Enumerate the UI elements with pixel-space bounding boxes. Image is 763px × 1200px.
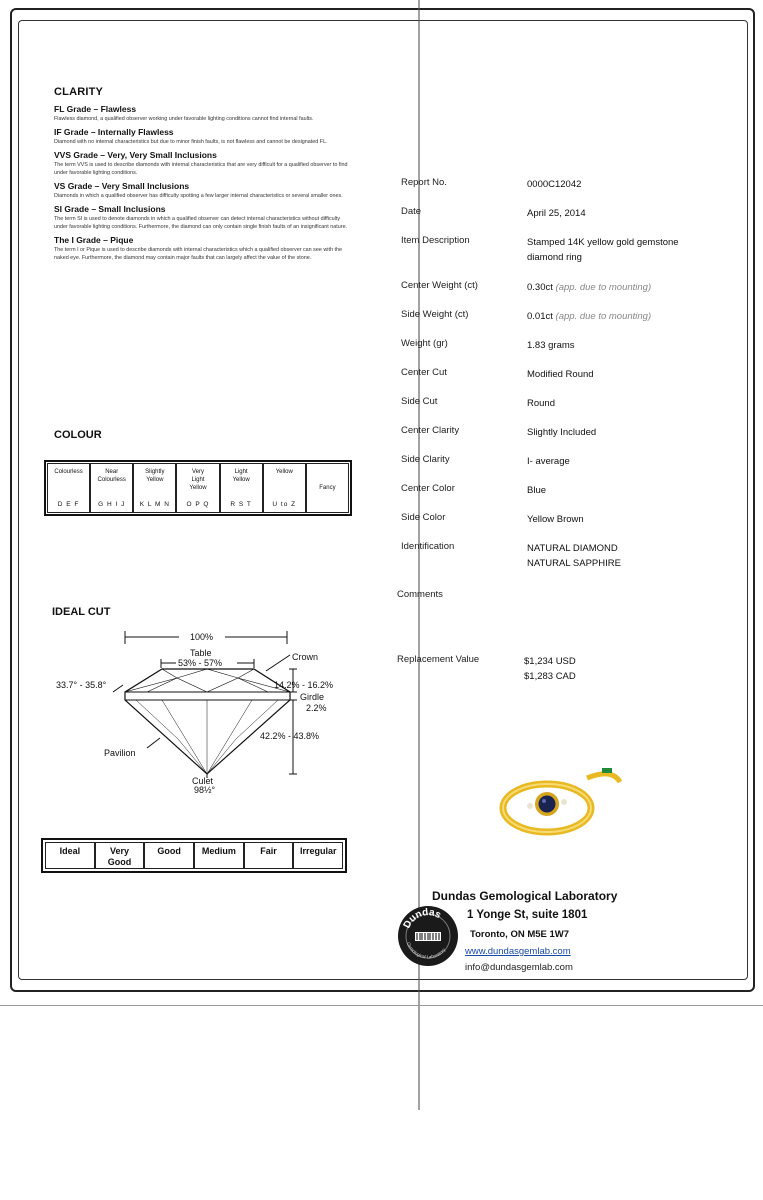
colour-cell-name: Near Colourless xyxy=(97,469,126,483)
lab-address-line1: 1 Yonge St, suite 1801 xyxy=(467,909,588,921)
cut-grade-cell: Good xyxy=(144,842,194,869)
colour-cell-letters: D E F xyxy=(57,501,80,508)
seal-text: Dundas xyxy=(401,907,443,931)
cut-grade-cell: Fair xyxy=(244,842,294,869)
sapphire-stone xyxy=(539,796,556,813)
report-key: Side Cut xyxy=(401,396,438,407)
colour-cell-name: Light Yellow xyxy=(232,469,250,483)
colour-cell xyxy=(90,463,133,513)
report-value-text: $1,283 CAD xyxy=(524,671,576,682)
report-value-text: Round xyxy=(527,398,555,409)
clarity-grade-desc: The term VVS is used to describe diamonds with internal characteristics that are very difficult for a qualified observer to find under favorable lighting conditions. xyxy=(54,162,348,176)
colour-cell xyxy=(263,463,306,513)
report-value xyxy=(524,654,724,684)
lab-name: Dundas Gemological Laboratory xyxy=(432,889,618,903)
report-key: Center Weight (ct) xyxy=(401,280,478,291)
report-value-note: (app. due to mounting) xyxy=(555,282,652,293)
clarity-grade-desc: Diamonds in which a qualified observer has difficulty spotting a few larger internal characteristics or several smaller ones. xyxy=(54,193,343,199)
colour-cell-letters: R S T xyxy=(230,501,252,508)
report-key: Side Clarity xyxy=(401,454,450,465)
clarity-grade-desc: Diamond with no internal characteristics but due to minor finish faults, is not flawless and cannot be designated FL. xyxy=(54,139,328,145)
colour-cell-name: Yellow xyxy=(275,469,293,475)
report-value-text: April 25, 2014 xyxy=(527,208,586,219)
report-value-text: Yellow Brown xyxy=(527,514,584,525)
report-key: Side Color xyxy=(401,512,446,523)
report-key: Replacement Value xyxy=(397,654,480,665)
report-key: Identification xyxy=(401,541,455,552)
girdle-label: Girdle xyxy=(300,692,325,702)
report-key: Weight (gr) xyxy=(401,338,448,349)
colour-cell xyxy=(133,463,176,513)
report-key: Side Weight (ct) xyxy=(401,309,469,320)
girdle-value: 2.2% xyxy=(306,703,327,713)
clarity-grade-name: IF Grade – Internally Flawless xyxy=(54,127,174,137)
colour-cell-name: Colourless xyxy=(54,469,83,475)
lab-website-link[interactable]: www.dundasgemlab.com xyxy=(465,946,571,957)
colour-cell-name: Very Light Yellow xyxy=(189,469,207,491)
report-value-text: Modified Round xyxy=(527,369,594,380)
crown-height-label: 14.2% - 16.2% xyxy=(274,680,334,690)
report-value-text: Slightly Included xyxy=(527,427,597,438)
page-bottom-rule xyxy=(0,1005,763,1006)
clarity-grade-name: SI Grade – Small Inclusions xyxy=(54,204,166,214)
report-value-text: NATURAL SAPPHIRE xyxy=(527,558,621,569)
colour-cell-letters: U to Z xyxy=(272,501,297,508)
colour-cell xyxy=(220,463,263,513)
report-value xyxy=(527,280,727,295)
colour-cell-name: Fancy xyxy=(319,485,336,491)
clarity-grade-name: FL Grade – Flawless xyxy=(54,104,137,114)
clarity-grade-name: The I Grade – Pique xyxy=(54,235,134,245)
cut-grade-cell: Very Good xyxy=(95,842,145,869)
cut-grade-cell: Irregular xyxy=(293,842,343,869)
ring-photo xyxy=(492,768,622,840)
report-value-text: Stamped 14K yellow gold gemstone diamond ring xyxy=(527,237,679,263)
report-value xyxy=(527,541,727,571)
clarity-grade-name: VVS Grade – Very, Very Small Inclusions xyxy=(54,150,217,160)
table-range-label: 53% - 57% xyxy=(178,658,223,668)
report-value-text: 0.30ct xyxy=(527,282,553,293)
clarity-grade-desc: The term I or Pique is used to describe diamonds with internal characteristics which a qualified observer can see with the naked eye. Furthermore, the diamond may contain major faults that can largely affect the value of the stone. xyxy=(54,247,342,261)
report-key: Center Clarity xyxy=(401,425,460,436)
crown-angle-label: 33.7° - 35.8° xyxy=(56,680,107,690)
lab-seal-icon xyxy=(397,905,459,967)
clarity-grade-desc: The term SI is used to denote diamonds in which a qualified observer can detect internal characteristics without difficulty under favorable lighting conditions. Furthermore, the diamond can only contain single finish faults of an insignificant nature. xyxy=(54,216,348,230)
colour-cell-letters: K L M N xyxy=(139,501,170,508)
clarity-section xyxy=(54,86,354,262)
report-value xyxy=(527,367,727,382)
seal-subtext: Gemological Laboratory xyxy=(405,941,447,960)
report-value xyxy=(527,338,727,353)
pavilion-depth-label: 42.2% - 43.8% xyxy=(260,731,320,741)
report-value-text: $1,234 USD xyxy=(524,656,576,667)
colour-cell-letters: O P Q xyxy=(186,501,210,508)
report-value-text: 1.83 grams xyxy=(527,340,575,351)
culet-value: 98½° xyxy=(194,785,216,795)
colour-cell-letters: G H I J xyxy=(98,501,126,508)
colour-cell xyxy=(176,463,219,513)
colour-title: COLOUR xyxy=(54,429,102,441)
report-key: Comments xyxy=(397,589,443,600)
report-value xyxy=(527,177,727,192)
clarity-grade-desc: Flawless diamond, a qualified observer working under favorable lighting conditions cannot find internal faults. xyxy=(54,116,314,122)
cut-grade-table xyxy=(41,838,347,873)
table-label: Table xyxy=(190,648,212,658)
cut-grade-cell: Ideal xyxy=(45,842,95,869)
pavilion-label: Pavilion xyxy=(104,748,136,758)
colour-cell xyxy=(47,463,90,513)
report-value xyxy=(527,235,707,265)
report-value-text: NATURAL DIAMOND xyxy=(527,543,618,554)
report-value xyxy=(527,454,727,469)
ideal-cut-title: IDEAL CUT xyxy=(52,606,111,618)
clarity-title: CLARITY xyxy=(54,86,104,98)
crown-label: Crown xyxy=(292,652,319,662)
cut-grade-cell: Medium xyxy=(194,842,244,869)
report-key: Report No. xyxy=(401,177,447,188)
colour-scale-table xyxy=(44,460,352,516)
report-value xyxy=(527,396,727,411)
report-key: Date xyxy=(401,206,422,217)
report-value xyxy=(527,483,727,498)
width-label: 100% xyxy=(190,632,214,642)
report-value xyxy=(527,512,727,527)
colour-cell xyxy=(306,463,349,513)
diamond-outline xyxy=(125,669,290,774)
side-diamond xyxy=(527,803,533,809)
report-key: Center Cut xyxy=(401,367,447,378)
report-key: Item Description xyxy=(401,235,470,246)
lab-address-line2: Toronto, ON M5E 1W7 xyxy=(470,929,570,940)
clarity-grade-name: VS Grade – Very Small Inclusions xyxy=(54,181,190,191)
culet-label: Culet xyxy=(192,776,214,786)
report-value xyxy=(527,425,727,440)
diamond-proportion-diagram xyxy=(52,626,352,796)
report-value xyxy=(527,309,727,324)
report-value-note: (app. due to mounting) xyxy=(555,311,652,322)
report-value-text: I- average xyxy=(527,456,570,467)
report-value-text: Blue xyxy=(527,485,547,496)
side-diamond xyxy=(561,799,567,805)
report-value-text: 0000C12042 xyxy=(527,179,582,190)
lab-email[interactable]: info@dundasgemlab.com xyxy=(465,962,573,973)
report-value xyxy=(527,206,727,221)
report-key: Center Color xyxy=(401,483,455,494)
report-value-text: 0.01ct xyxy=(527,311,553,322)
colour-cell-name: Slightly Yellow xyxy=(145,469,165,483)
